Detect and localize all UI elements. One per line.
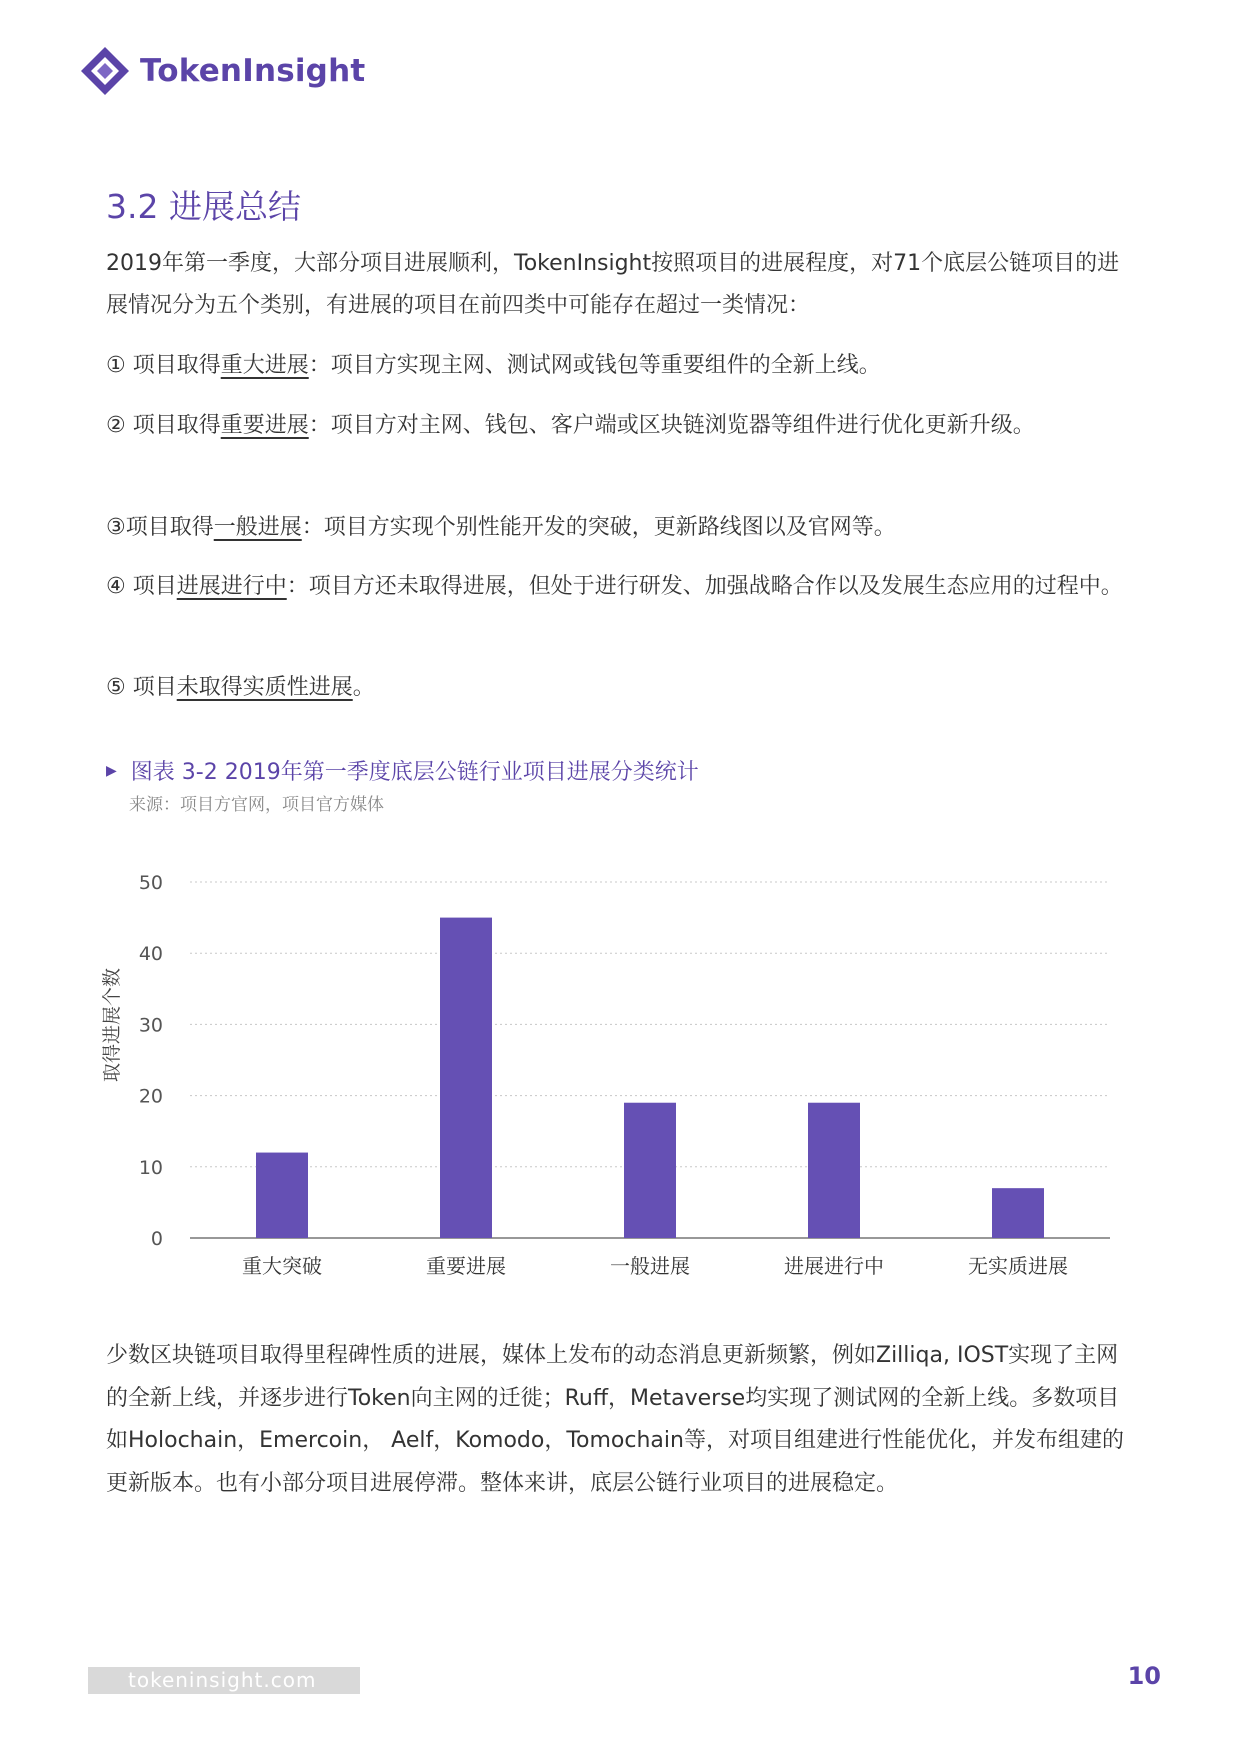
- item-prefix: ① 项目取得: [106, 353, 221, 378]
- item-desc: 。: [352, 675, 375, 700]
- figure-title-text: 图表 3-2 2019年第一季度底层公链行业项目进展分类统计: [130, 760, 699, 785]
- item-term: 重要进展: [220, 413, 309, 438]
- item-desc: ：项目方实现个别性能开发的突破，更新路线图以及官网等。: [301, 515, 896, 540]
- list-item: [106, 507, 1126, 549]
- tokeninsight-logo-icon: [78, 44, 132, 98]
- bar: [808, 1103, 860, 1238]
- item-desc: ：项目方对主网、钱包、客户端或区块链浏览器等组件进行优化更新升级。: [308, 413, 1035, 438]
- brand-logo: [78, 44, 365, 98]
- y-axis-label: 取得进展个数: [101, 967, 123, 1083]
- item-prefix: ③项目取得: [106, 515, 214, 540]
- bar: [256, 1153, 308, 1238]
- bar: [440, 918, 492, 1238]
- x-tick-label: 一般进展: [610, 1254, 690, 1278]
- item-term: 未取得实质性进展: [176, 675, 353, 700]
- summary-paragraph: 少数区块链项目取得里程碑性质的进展，媒体上发布的动态消息更新频繁，例如Zilliqa, IOST实现了主网的全新上线，并逐步进行Token向主网的迁徙；Ruff，Metaverse均实现了测试网的全新上线。多数项目如Holochain，Emercoin， Aelf，Komodo，Tomochain等，对项目组建进行性能优化，并发布组建的更新版本。也有小部分项目进展停滞。整体来讲，底层公链行业项目的进展稳定。: [106, 1343, 1124, 1496]
- bar: [624, 1103, 676, 1238]
- item-prefix: ⑤ 项目: [106, 675, 177, 700]
- triangle-right-icon: ▶: [106, 762, 117, 779]
- item-desc: ：项目方实现主网、测试网或钱包等重要组件的全新上线。: [308, 353, 881, 378]
- y-tick-label: 40: [138, 943, 163, 966]
- list-item: [106, 667, 1126, 709]
- y-tick-label: 50: [138, 872, 163, 894]
- bar-chart: [90, 860, 1130, 1300]
- brand-name: TokenInsight: [140, 53, 366, 89]
- y-tick-label: 0: [150, 1228, 163, 1250]
- figure-title: [106, 755, 699, 786]
- list-item: [106, 345, 1126, 387]
- x-tick-label: 进展进行中: [784, 1254, 884, 1278]
- x-tick-label: 重大突破: [242, 1254, 322, 1278]
- x-tick-label: 无实质进展: [968, 1254, 1068, 1278]
- item-prefix: ② 项目取得: [106, 413, 221, 438]
- intro-paragraph: 2019年第一季度，大部分项目进展顺利，TokenInsight按照项目的进展程度，对71个底层公链项目的进展情况分为五个类别，有进展的项目在前四类中可能存在超过一类情况：: [106, 251, 1120, 318]
- item-term: 一般进展: [213, 515, 302, 540]
- list-item: [106, 405, 1126, 447]
- figure-source: 来源：项目方官网，项目官方媒体: [129, 795, 384, 815]
- item-term: 重大进展: [220, 353, 309, 378]
- item-desc: ：项目方还未取得进展，但处于进行研发、加强战略合作以及发展生态应用的过程中。: [286, 574, 1123, 599]
- list-item: [106, 566, 1126, 608]
- item-term: 进展进行中: [176, 574, 287, 599]
- y-tick-label: 30: [138, 1014, 163, 1037]
- x-tick-label: 重要进展: [426, 1254, 506, 1278]
- page-number: 10: [1127, 1662, 1161, 1690]
- footer-url[interactable]: tokeninsight.com: [128, 1668, 317, 1692]
- bar: [992, 1188, 1044, 1238]
- y-tick-label: 20: [138, 1085, 163, 1108]
- section-title: 3.2 进展总结: [106, 187, 301, 226]
- y-tick-label: 10: [138, 1156, 163, 1179]
- item-prefix: ④ 项目: [106, 574, 177, 599]
